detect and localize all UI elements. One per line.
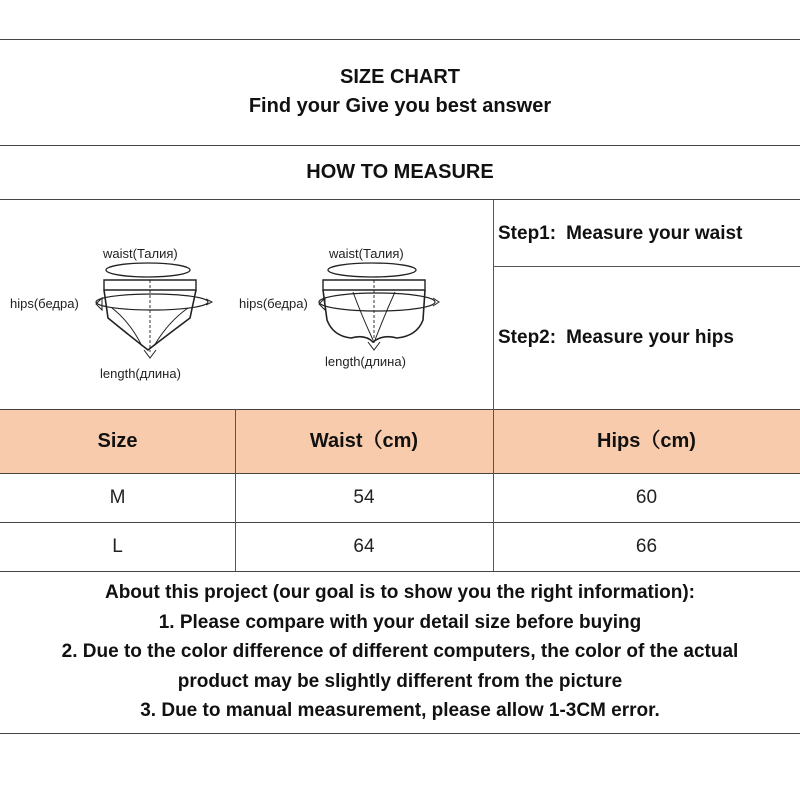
cell-hips: 66 [635,536,658,557]
note-line: 1. Please compare with your detail size before buying [158,611,642,633]
cell-waist: 54 [353,487,375,508]
step-2-label: Step2: [498,327,557,348]
waist-label: waist(Талия) [103,246,178,261]
divider [0,145,800,146]
header-size: Size [97,430,138,452]
boyshort-diagram [235,230,490,400]
waist-label-2: waist(Талия) [329,246,404,261]
hips-label-2: hips(бедра) [239,296,308,311]
hips-label: hips(бедра) [10,296,79,311]
step-2 [498,327,734,349]
divider [0,571,800,572]
cell-size: M [109,487,126,508]
note-line: product may be slightly different from the picture [177,670,623,692]
notes-section [0,578,800,726]
header-waist: Waist（cm) [309,430,419,452]
cell-waist: 64 [353,536,375,557]
note-line: 3. Due to manual measurement, please allow 1-3CM error. [140,700,660,721]
header-hips: Hips（cm) [597,430,696,452]
length-label-2: length(длина) [325,354,406,369]
brief-diagram [0,230,240,400]
divider [0,39,800,40]
step-divider [493,266,800,267]
notes-heading: About this project (our goal is to show you the right information): [104,582,696,603]
step-1-text: Measure your waist [566,223,743,244]
step-1 [498,223,742,245]
step-1-label: Step1: [498,223,557,244]
step-2-text: Measure your hips [566,327,734,348]
length-label: length(длина) [100,366,181,381]
cell-hips: 60 [635,487,658,508]
measure-title: HOW TO MEASURE [306,161,494,183]
note-line: 2. Due to the color difference of different computers, the color of the actual [61,641,739,662]
cell-size: L [112,536,123,557]
divider [0,733,800,734]
chart-subtitle: Find your Give you best answer [248,95,552,117]
divider [0,199,800,200]
chart-title: SIZE CHART [340,66,460,88]
